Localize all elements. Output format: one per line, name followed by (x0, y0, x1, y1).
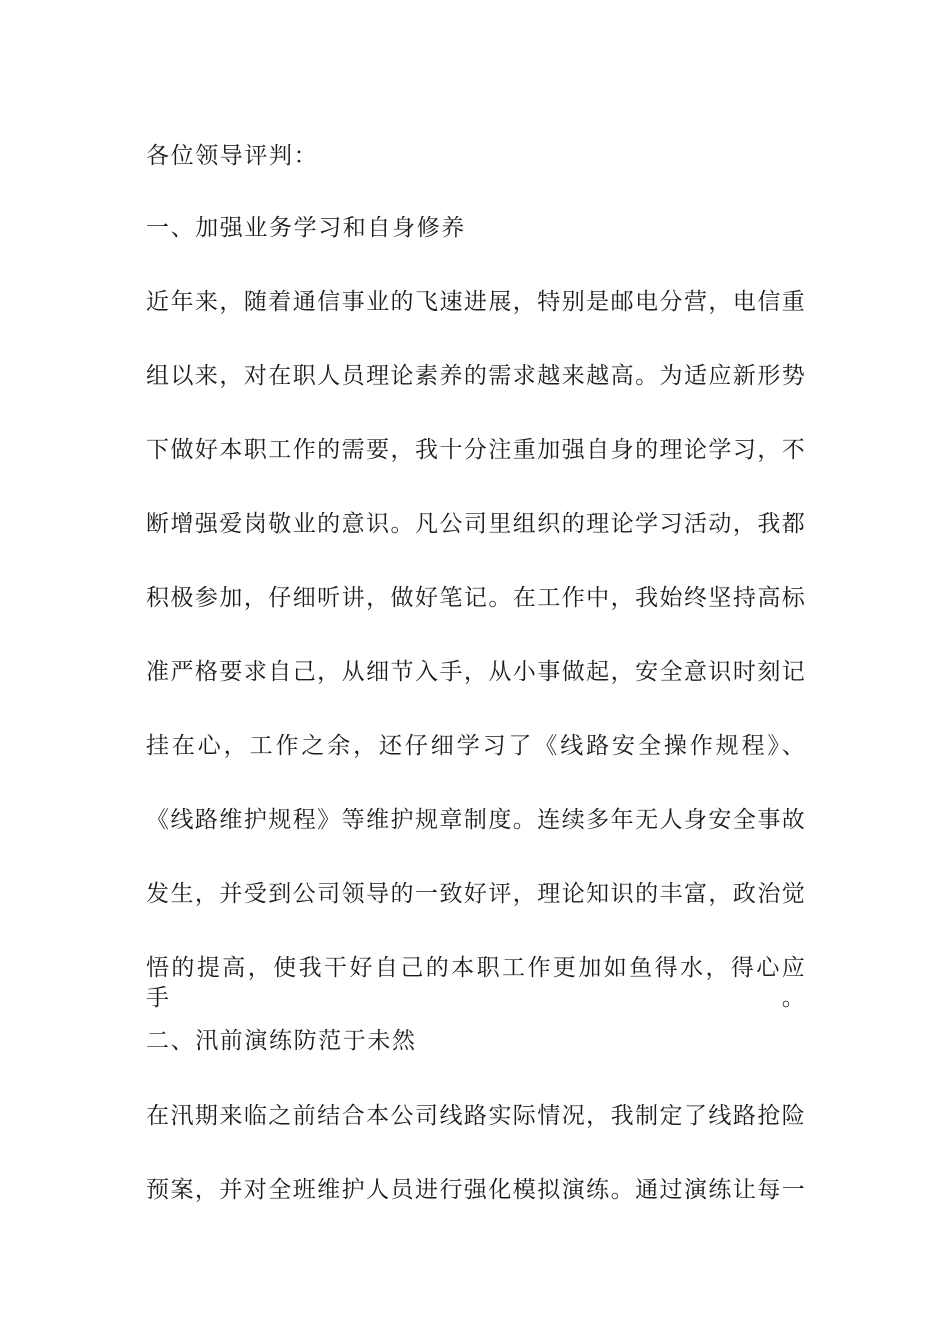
paragraph-line: 准严格要求自己，从细节入手，从小事做起，安全意识时刻记 (146, 659, 806, 685)
paragraph-line: 积极参加，仔细听讲，做好笔记。在工作中，我始终坚持高标 (146, 585, 806, 611)
paragraph-line: 组以来，对在职人员理论素养的需求越来越高。为适应新形势 (146, 363, 806, 389)
paragraph-line: 发生，并受到公司领导的一致好评，理论知识的丰富，政治觉 (146, 881, 806, 907)
paragraph-line: 挂在心，工作之余，还仔细学习了《线路安全操作规程》、 (146, 733, 806, 759)
salutation: 各位领导评判： (146, 143, 319, 169)
paragraph-line: 断增强爱岗敬业的意识。凡公司里组织的理论学习活动，我都 (146, 511, 806, 537)
section-1-heading: 一、加强业务学习和自身修养 (146, 215, 466, 241)
paragraph-line: 在汛期来临之前结合本公司线路实际情况，我制定了线路抢险 (146, 1103, 806, 1129)
section-2-heading: 二、汛前演练防范于未然 (146, 1028, 417, 1054)
paragraph-line: 近年来，随着通信事业的飞速进展，特别是邮电分营，电信重 (146, 289, 806, 315)
paragraph-line: 《线路维护规程》等维护规章制度。连续多年无人身安全事故 (146, 807, 806, 833)
paragraph-line: 下做好本职工作的需要，我十分注重加强自身的理论学习，不 (146, 437, 806, 463)
paragraph-line: 悟的提高，使我干好自己的本职工作更加如鱼得水，得心应手。 (146, 955, 806, 1011)
paragraph-line: 预案，并对全班维护人员进行强化模拟演练。通过演练让每一 (146, 1177, 806, 1203)
